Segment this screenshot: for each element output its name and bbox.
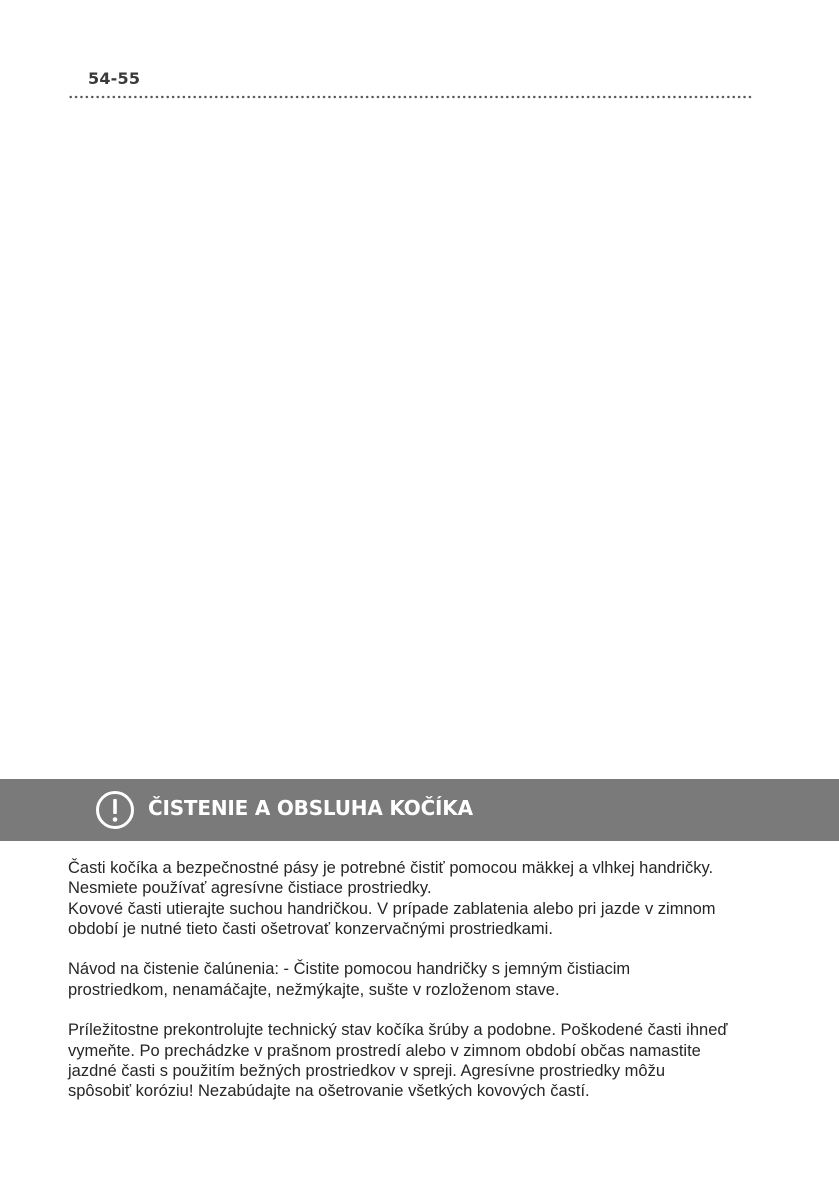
page-number: 54-55 xyxy=(88,69,141,88)
exclamation-circle-icon xyxy=(95,790,135,830)
section-body xyxy=(68,858,808,1122)
text-line: spôsobiť koróziu! Nezabúdajte na ošetrovanie všetkých kovových častí. xyxy=(68,1082,590,1101)
dotted-divider xyxy=(68,95,752,99)
paragraph-upholstery-cleaning xyxy=(68,959,808,1000)
text-line: Časti kočíka a bezpečnostné pásy je potrebné čistiť pomocou mäkkej a vlhkej handričky. xyxy=(68,859,714,877)
section-title: ČISTENIE A OBSLUHA KOČÍKA xyxy=(148,796,473,820)
text-line: Nesmiete používať agresívne čistiace prostriedky. xyxy=(68,879,432,898)
paragraph-care-instructions xyxy=(68,858,808,939)
text-line: období je nutné tieto časti ošetrovať konzervačnými prostriedkami. xyxy=(68,919,553,938)
text-line: prostriedkom, nenamáčajte, nežmýkajte, sušte v rozloženom stave. xyxy=(68,980,560,999)
text-line: Príležitostne prekontrolujte technický stav kočíka šrúby a podobne. Poškodené časti ihneď xyxy=(68,1021,728,1040)
text-line: jazdné časti s použitím bežných prostriedkov v spreji. Agresívne prostriedky môžu xyxy=(68,1061,666,1080)
paragraph-maintenance-check xyxy=(68,1020,808,1101)
text-line: vymeňte. Po prechádzke v prašnom prostredí alebo v zimnom období občas namastite xyxy=(68,1041,701,1060)
text-line: Kovové časti utierajte suchou handričkou. V prípade zablatenia alebo pri jazde v zimnom xyxy=(68,899,716,918)
text-line: Návod na čistenie čalúnenia: - Čistite pomocou handričky s jemným čistiacim xyxy=(68,960,631,979)
section-header-banner xyxy=(0,779,839,841)
